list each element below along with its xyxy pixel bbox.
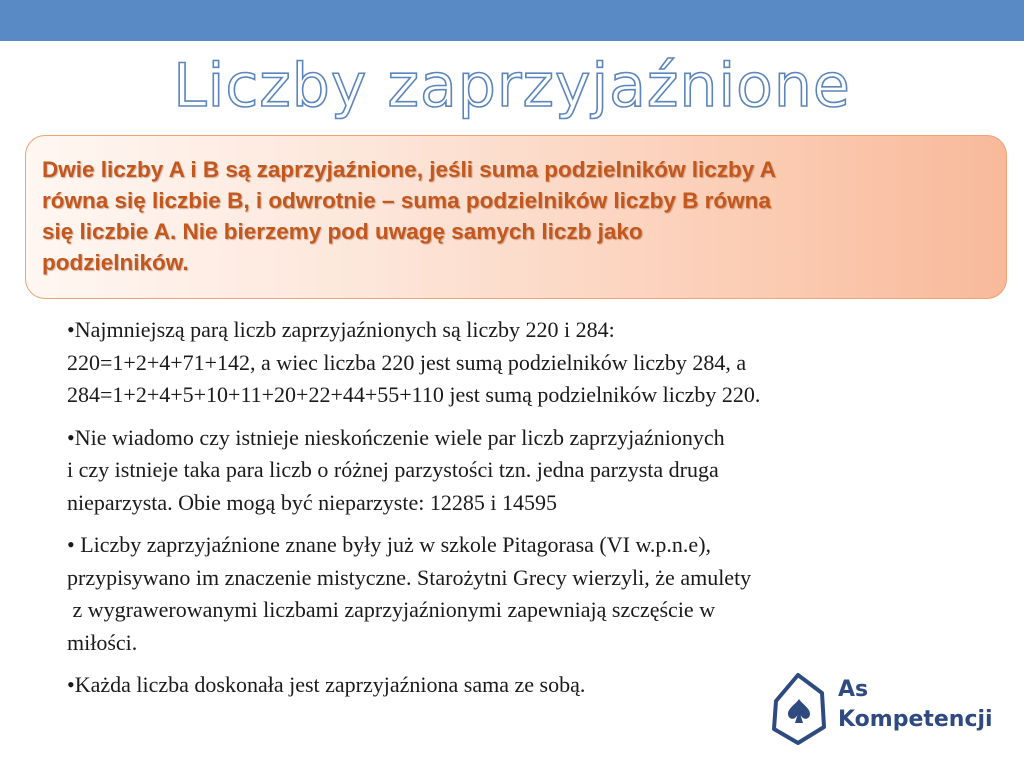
spade-card-icon	[768, 671, 830, 745]
bullet-line: •Każda liczba doskonała jest zaprzyjaźniona sama ze sobą.	[67, 672, 586, 697]
bullet-line: 220=1+2+4+71+142, a wiec liczba 220 jest sumą podzielników liczby 284, a	[67, 349, 747, 375]
definition-text	[42, 154, 986, 278]
bullet-smallest-pair	[67, 314, 1012, 412]
bullet-infinite-pairs	[67, 422, 1012, 520]
bullet-line: i czy istnieje taka para liczb o różnej parzystości tzn. jedna parzysta druga	[67, 457, 719, 482]
bullet-line: •Najmniejszą parą liczb zaprzyjaźnionych są liczby 220 i 284:	[67, 317, 615, 342]
bullet-list	[67, 314, 1012, 712]
as-kompetencji-logo	[768, 671, 998, 747]
definition-box	[25, 135, 1007, 299]
definition-line: podzielników.	[42, 250, 189, 275]
bullet-pythagoras	[67, 529, 1012, 659]
definition-line: równa się liczbie B, i odwrotnie – suma podzielników liczby B równa	[42, 188, 771, 213]
bullet-line: nieparzysta. Obie mogą być nieparzyste: 12285 i 14595	[67, 489, 557, 515]
bullet-line: z wygrawerowanymi liczbami zaprzyjaźnionymi zapewniają szczęście w	[67, 597, 716, 622]
definition-line: się liczbie A. Nie bierzemy pod uwagę samych liczb jako	[42, 219, 643, 244]
logo-line-1: As	[838, 677, 869, 702]
bullet-line: 284=1+2+4+5+10+11+20+22+44+55+110 jest sumą podzielników liczby 220.	[67, 382, 761, 407]
logo-line-2: Kompetencji	[838, 707, 993, 732]
bullet-line: •Nie wiadomo czy istnieje nieskończenie wiele par liczb zaprzyjaźnionych	[67, 424, 725, 450]
slide-title: Liczby zaprzyjaźnione	[173, 51, 851, 121]
logo-text	[838, 675, 993, 735]
bullet-line: miłości.	[67, 629, 138, 655]
definition-line: Dwie liczby A i B są zaprzyjaźnione, jeśli suma podzielników liczby A	[42, 157, 776, 182]
bullet-line: • Liczby zaprzyjaźnione znane były już w szkole Pitagorasa (VI w.p.n.e),	[67, 532, 712, 557]
bullet-line: przypisywano im znaczenie mistyczne. Starożytni Grecy wierzyli, że amulety	[67, 564, 752, 590]
top-bar	[0, 0, 1024, 41]
